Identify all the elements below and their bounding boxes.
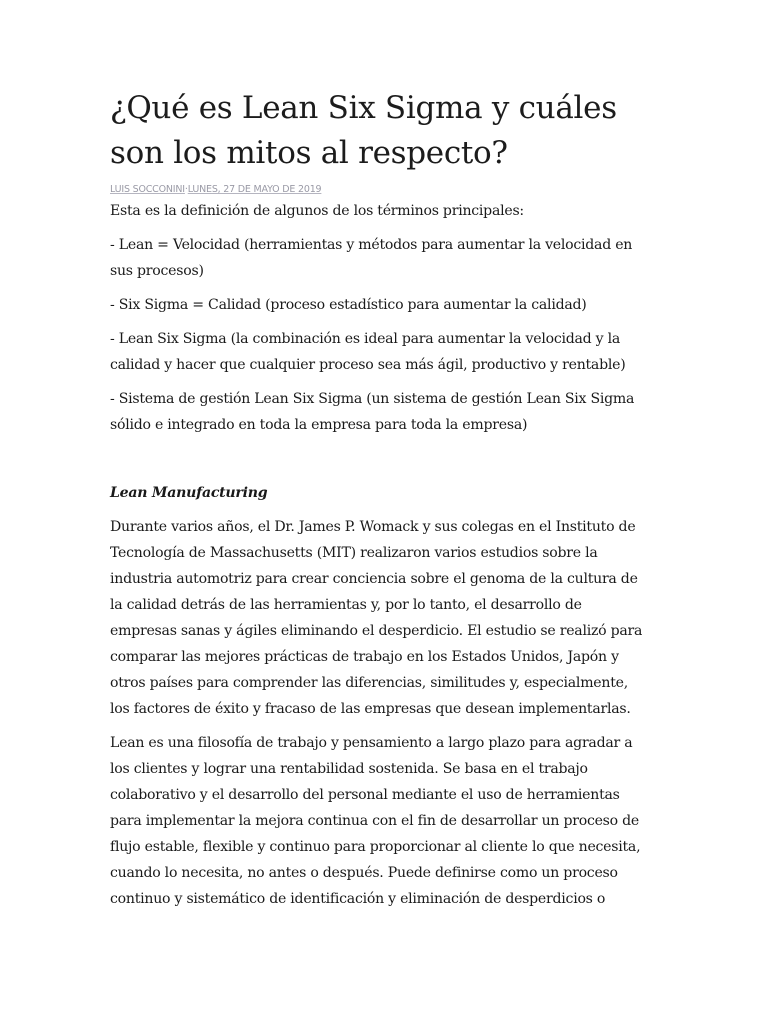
meta-separator: · bbox=[184, 184, 188, 195]
article-title bbox=[110, 86, 658, 176]
article-meta bbox=[110, 184, 658, 196]
article-body bbox=[110, 198, 658, 912]
title-line-1: ¿Qué es Lean Six Sigma y cuáles bbox=[110, 90, 617, 126]
definition-lean-six-sigma: - Lean Six Sigma (la combinación es ideal para aumentar la velocidad y la calidad y hacer que cualquier proceso sea más ágil, productivo y rentable) bbox=[110, 331, 626, 373]
title-line-2: son los mitos al respecto? bbox=[110, 135, 508, 171]
paragraph-lean-philosophy: Lean es una filosofía de trabajo y pensamiento a largo plazo para agradar a los clientes y lograr una rentabilidad sostenida. Se basa en el trabajo colaborativo y el desarrollo del personal mediante el uso de herramientas para implementar la mejora continua con el fin de desarrollar un proceso de flujo estable, flexible y continuo para proporcionar al cliente lo que necesita, cuando lo necesita, no antes o después. Puede definirse como un proceso continuo y sistemático de identificación y eliminación de desperdicios o bbox=[110, 735, 641, 907]
definition-management-system: - Sistema de gestión Lean Six Sigma (un sistema de gestión Lean Six Sigma sólido e integrado en toda la empresa para toda la empresa) bbox=[110, 391, 635, 433]
paragraph-womack: Durante varios años, el Dr. James P. Womack y sus colegas en el Instituto de Tecnología de Massachusetts (MIT) realizaron varios estudios sobre la industria automotriz para crear conciencia sobre el genoma de la cultura de la calidad detrás de las herramientas y, por lo tanto, el desarrollo de empresas sanas y ágiles eliminando el desperdicio. El estudio se realizó para comparar las mejores prácticas de trabajo en los Estados Unidos, Japón y otros países para comprender las diferencias, similitudes y, especialmente, los factores de éxito y fracaso de las empresas que desean implementarlas. bbox=[110, 519, 643, 717]
intro-paragraph: Esta es la definición de algunos de los términos principales: bbox=[110, 203, 524, 219]
section-heading: Lean Manufacturing bbox=[110, 485, 268, 501]
definition-lean: - Lean = Velocidad (herramientas y métodos para aumentar la velocidad en sus procesos) bbox=[110, 237, 633, 279]
article bbox=[110, 86, 658, 912]
date-link[interactable]: LUNES, 27 DE MAYO DE 2019 bbox=[187, 184, 322, 195]
author-link[interactable]: LUIS SOCCONINI bbox=[110, 184, 185, 195]
definition-six-sigma: - Six Sigma = Calidad (proceso estadístico para aumentar la calidad) bbox=[110, 297, 587, 313]
